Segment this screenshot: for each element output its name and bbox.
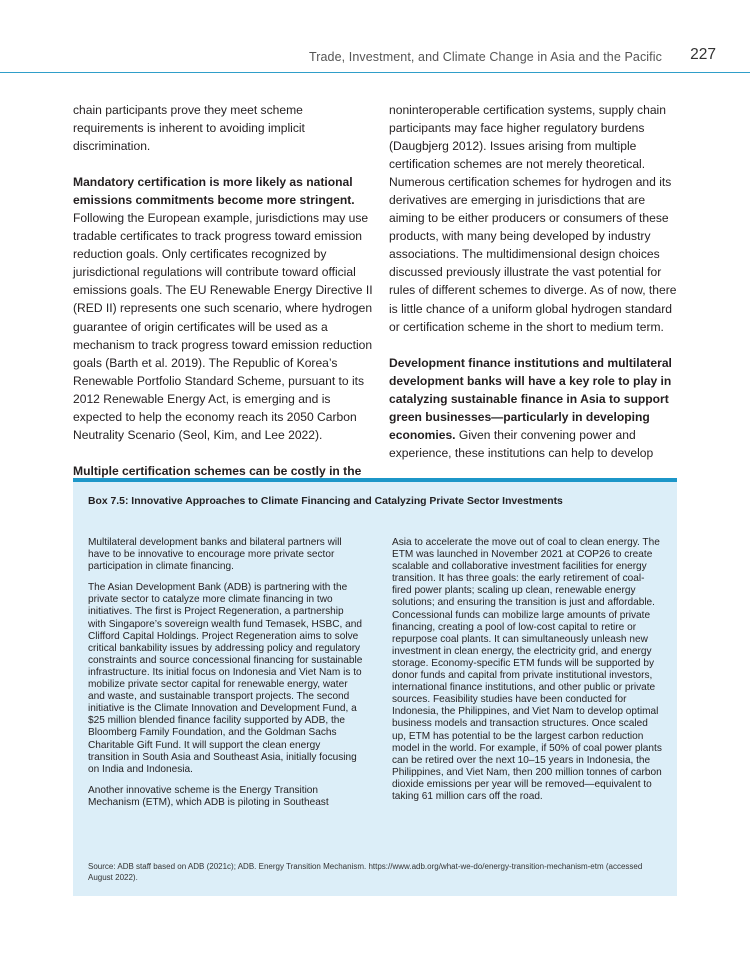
box-paragraph: The Asian Development Bank (ADB) is partnering with the private sector to catalyze more climate financing in two initiatives. The first is Project Regeneration, a partnership with Singapore’s sovereign wealth fund Temasek, HSBC, and Clifford Capital Holdings. Project Regeneration aims to solve critical bankability issues by addressing policy and regulatory constraints and source concessional financing for sustainable infrastructure. Its initial focus on Indonesia and Viet Nam is to mobilize private sector capital for renewable energy, water and waste, and sustainable transport projects. The second initiative is the Climate Innovation and Development Fund, a $25 million blended finance facility supported by ADB, the Bloomberg Family Foundation, and the Goldman Sachs Charitable Gift Fund. It will support the clean energy transition in South Asia and Southeast Asia, initially focusing on India and Indonesia. bbox=[88, 582, 363, 775]
box-paragraph: Multilateral development banks and bilateral partners will have to be innovative to encourage more private sector participation in climate financing. bbox=[88, 537, 342, 573]
paragraph: chain participants prove they meet scheme requirements is inherent to avoiding implicit discrimination. bbox=[73, 103, 305, 154]
running-header bbox=[0, 0, 750, 74]
paragraph bbox=[389, 354, 679, 462]
paragraph-lead: Multiple certification schemes can be costly in the bbox=[73, 463, 362, 478]
box-left-column bbox=[88, 537, 363, 818]
box-right-column bbox=[392, 537, 664, 812]
box-paragraph: Another innovative scheme is the Energy Transition Mechanism (ETM), which ADB is piloting in Southeast bbox=[88, 784, 329, 808]
running-title: Trade, Investment, and Climate Change in Asia and the Pacific bbox=[308, 50, 662, 64]
header-rule bbox=[0, 72, 750, 73]
paragraph bbox=[73, 173, 373, 444]
paragraph-body: Given their convening power and experience, these institutions can help to develop bbox=[389, 427, 654, 460]
paragraph-body: Following the European example, jurisdictions may use tradable certificates to track progress toward emission reduction goals. Only certificates recognized by jurisdictional regulations will contribute toward official emissions goals. The EU Renewable Energy Directive II (RED II) represents one such scenario, where hydrogen guarantee of origin certificates will be used as a mechanism to track progress toward emission reduction goals (Barth et al. 2019). The Republic of Korea’s Renewable Portfolio Standard Scheme, pursuant to its 2012 Renewable Energy Act, is emerging and is expected to help the economy reach its 2050 Carbon Neutrality Scenario (Seol, Kim, and Lee 2022). bbox=[73, 211, 373, 442]
box-paragraph: Asia to accelerate the move out of coal to clean energy. The ETM was launched in November 2021 at COP26 to create scalable and collaborative investment facilities for energy transition. It has three goals: the early retirement of coal-fired power plants; scaling up clean, renewable energy solutions; and ensuring the transition is just and affordable. Concessional funds can mobilize large amounts of private financing, creating a pool of low-cost capital to retire or repurpose coal plants. It can simultaneously unleash new investment in clean energy, the electricity grid, and energy storage. Economy-specific ETM funds will be supported by donor funds and capital from private institutional investors, international finance institutions, and other public or private sources. Feasibility studies have been conducted for Indonesia, the Philippines, and Viet Nam to develop optimal business models and transaction structures. Once scaled up, ETM has potential to be the largest carbon reduction model in the world. For example, if 50% of coal power plants can be retired over the next 10–15 years in Indonesia, the Philippines, and Viet Nam, then 200 million tonnes of carbon dioxide emissions per year will be removed—equivalent to taking 61 million cars off the road. bbox=[392, 537, 662, 802]
box-source-note: Source: ADB staff based on ADB (2021c); ADB. Energy Transition Mechanism. https://www.adb.org/what-we-do/energy-transition-mechanism-etm (accessed August 2022). bbox=[88, 862, 643, 882]
left-column bbox=[73, 101, 373, 516]
box-7-5 bbox=[73, 478, 677, 896]
box-title: Box 7.5: Innovative Approaches to Climate Financing and Catalyzing Private Sector Investments bbox=[88, 496, 563, 507]
paragraph-lead: Development finance institutions and multilateral development banks will have a key role to play in catalyzing sustainable finance in Asia to support green businesses—particularly in developing economies. bbox=[389, 355, 672, 442]
paragraph: noninteroperable certification systems, supply chain participants may face higher regulatory burdens (Daugbjerg 2012). Issues arising from multiple certification schemes are not merely theoretical. Numerous certification schemes for hydrogen and its derivatives are emerging in jurisdictions that are aiming to be either producers or consumers of these products, with many being developed by industry associations. The multidimensional design choices discussed previously illustrate the vast potential for rules of different schemes to diverge. As of now, there is little chance of a uniform global hydrogen standard or certification scheme in the short to medium term. bbox=[389, 103, 677, 334]
page-number: 227 bbox=[690, 46, 716, 63]
paragraph-lead: Mandatory certification is more likely as national emissions commitments become more stringent. bbox=[73, 175, 355, 208]
box-top-bar bbox=[73, 478, 677, 482]
right-column bbox=[389, 101, 679, 480]
